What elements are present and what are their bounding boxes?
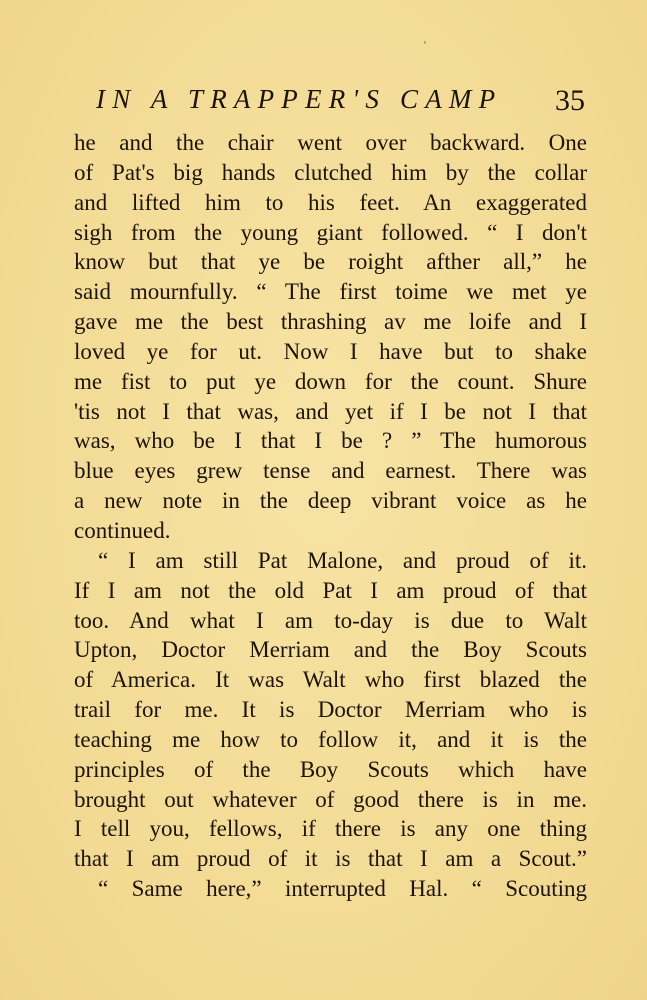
text-line: and lifted him to his feet. An exaggerated: [74, 189, 587, 215]
text-line: he and the chair went over backward. One: [74, 130, 587, 155]
text-line: Upton, Doctor Merriam and the Boy Scouts: [74, 637, 587, 663]
text-line: If I am not the old Pat I am proud of that: [74, 577, 587, 603]
text-line: too. And what I am to-day is due to Walt: [74, 607, 587, 633]
running-head-title: IN A TRAPPER'S CAMP: [96, 84, 503, 114]
paragraph-end-line: continued.: [74, 517, 171, 543]
running-head: [96, 80, 585, 120]
text-line: brought out whatever of good there is in me.: [74, 786, 587, 812]
text-line: blue eyes grew tense and earnest. There was: [74, 458, 587, 484]
text-line: sigh from the young giant followed. “ I don't: [74, 219, 587, 245]
text-line: was, who be I that I be ? ” The humorous: [74, 428, 587, 454]
paragraph-end-line: that I am proud of it is that I am a Scout.”: [74, 846, 587, 872]
paper-speck: [424, 41, 426, 44]
paragraph-start-line: “ Same here,” interrupted Hal. “ Scouting: [98, 876, 587, 902]
text-line: said mournfully. “ The first toime we met ye: [74, 279, 587, 305]
text-line: teaching me how to follow it, and it is the: [74, 726, 587, 752]
text-line: I tell you, fellows, if there is any one thing: [74, 816, 587, 842]
text-line: 'tis not I that was, and yet if I be not I that: [74, 398, 587, 424]
text-line: know but that ye be roight afther all,” he: [74, 249, 587, 275]
page-number: 35: [555, 84, 585, 117]
paragraph-start-line: “ I am still Pat Malone, and proud of it.: [98, 547, 587, 573]
text-line: loved ye for ut. Now I have but to shake: [74, 338, 587, 364]
text-line: of Pat's big hands clutched him by the collar: [74, 159, 587, 185]
text-line: of America. It was Walt who first blazed the: [74, 667, 587, 693]
text-line: principles of the Boy Scouts which have: [74, 756, 587, 782]
text-line: a new note in the deep vibrant voice as he: [74, 488, 587, 514]
text-line: trail for me. It is Doctor Merriam who is: [74, 697, 587, 723]
body-text: [74, 128, 587, 904]
text-line: gave me the best thrashing av me loife and I: [74, 309, 587, 335]
text-line: me fist to put ye down for the count. Shure: [74, 368, 587, 394]
